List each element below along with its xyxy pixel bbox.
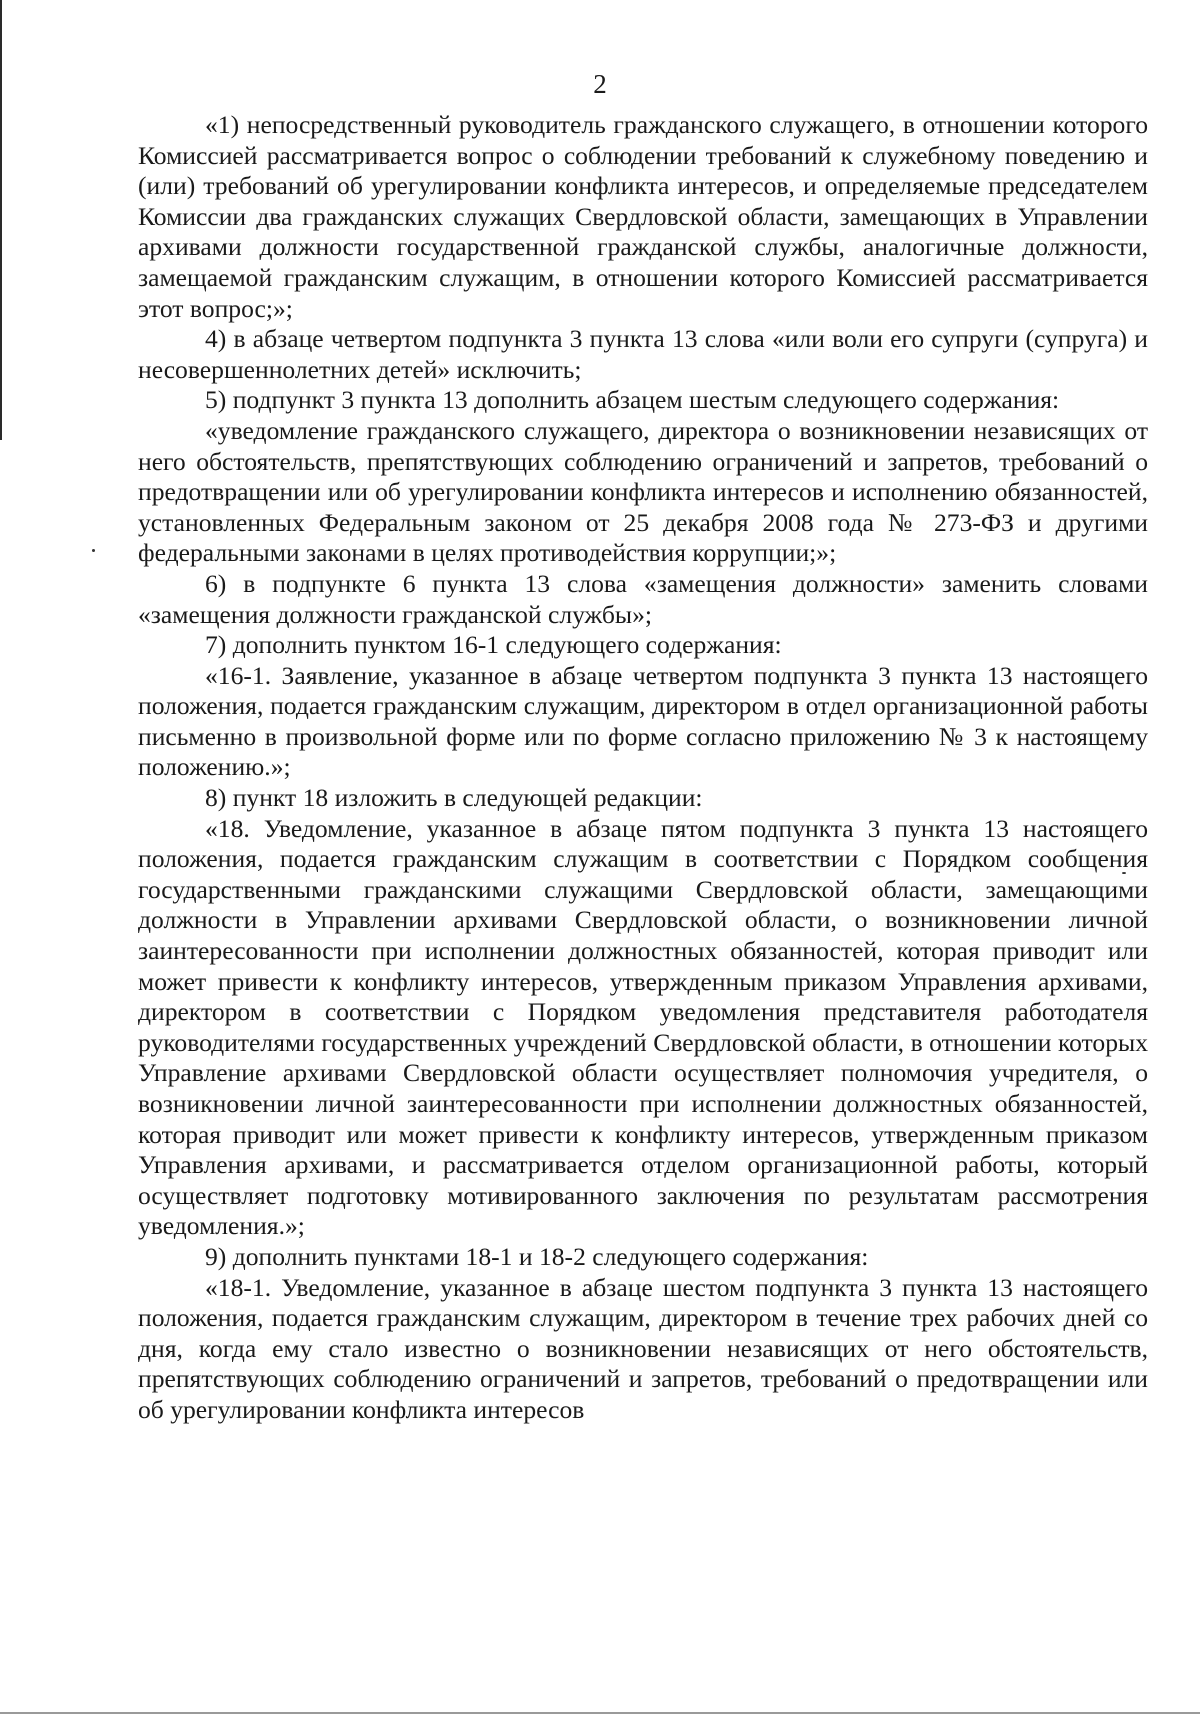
paragraph-item-7-quote: «16-1. Заявление, указанное в абзаце четвертом подпункта 3 пункта 13 настоящего положения, подается гражданским служащим, директором в отдел организационной работы письменно в произвольной форме или по форме согласно приложению № 3 к настоящему положению.»; (138, 660, 1148, 782)
paragraph-item-9: 9) дополнить пунктами 18-1 и 18-2 следующего содержания: (205, 1241, 869, 1271)
paragraph-item-7: 7) дополнить пунктом 16-1 следующего содержания: (205, 630, 782, 660)
document-body (138, 110, 1148, 1426)
paragraph-item-1-continuation: «1) непосредственный руководитель гражданского служащего, в отношении которого Комиссией рассматривается вопрос о соблюдении требований к служебному поведению и (или) требований об урегулировании конфликта интересов, и определяемые председателем Комиссии два гражданских служащих Свердловской области, замещающих в Управлении архивами должности государственной гражданской службы, аналогичные должности, замещаемой гражданским служащим, в отношении которого Комиссией рассматривается этот вопрос;»; (138, 110, 1148, 323)
paragraph-item-8: 8) пункт 18 изложить в следующей редакции: (205, 783, 703, 813)
paragraph-item-5: 5) подпункт 3 пункта 13 дополнить абзацем шестым следующего содержания: (205, 385, 1060, 415)
paragraph-item-6: 6) в подпункте 6 пункта 13 слова «замещения должности» заменить словами «замещения должности гражданской службы»; (138, 568, 1148, 629)
page-number: 2 (593, 69, 607, 99)
paragraph-item-4: 4) в абзаце четвертом подпункта 3 пункта 13 слова «или воли его супруги (супруга) и несовершеннолетних детей» исключить; (138, 324, 1148, 384)
scan-left-edge (0, 0, 2, 440)
scan-speck (92, 549, 95, 552)
paragraph-item-9-quote: «18-1. Уведомление, указанное в абзаце шестом подпункта 3 пункта 13 настоящего положения, подается гражданским служащим, директором в течение трех рабочих дней со дня, когда ему стало известно о возникновении независящих от него обстоятельств, препятствующих соблюдению ограничений и запретов, требований о предотвращении или об урегулировании конфликта интересов (138, 1272, 1148, 1424)
paragraph-item-5-quote: «уведомление гражданского служащего, директора о возникновении независящих от него обстоятельств, препятствующих соблюдению ограничений и запретов, требований о предотвращении или об урегулировании конфликта интересов и исполнению обязанностей, установленных Федеральным законом от 25 декабря 2008 года № 273-ФЗ и другими федеральными законами в целях противодействия коррупции;»; (138, 415, 1148, 568)
paragraph-item-8-quote: «18. Уведомление, указанное в абзаце пятом подпункта 3 пункта 13 настоящего положения, подается гражданским служащим в соответствии с Порядком сообщения государственными гражданскими служащими Свердловской области, замещающими должности в Управлении архивами Свердловской области, о возникновении личной заинтересованности при исполнении должностных обязанностей, которая приводит или может привести к конфликту интересов, утвержденным приказом Управления архивами, директором в соответствии с Порядком уведомления представителя работодателя руководителями государственных учреждений Свердловской области, в отношении которых Управление архивами Свердловской области осуществляет полномочия учредителя, о возникновении личной заинтересованности при исполнении должностных обязанностей, которая приводит или может привести к конфликту интересов, утвержденным приказом Управления архивами, и рассматривается отделом организационной работы, который осуществляет подготовку мотивированного заключения по результатам рассмотрения уведомления.»; (138, 813, 1148, 1241)
